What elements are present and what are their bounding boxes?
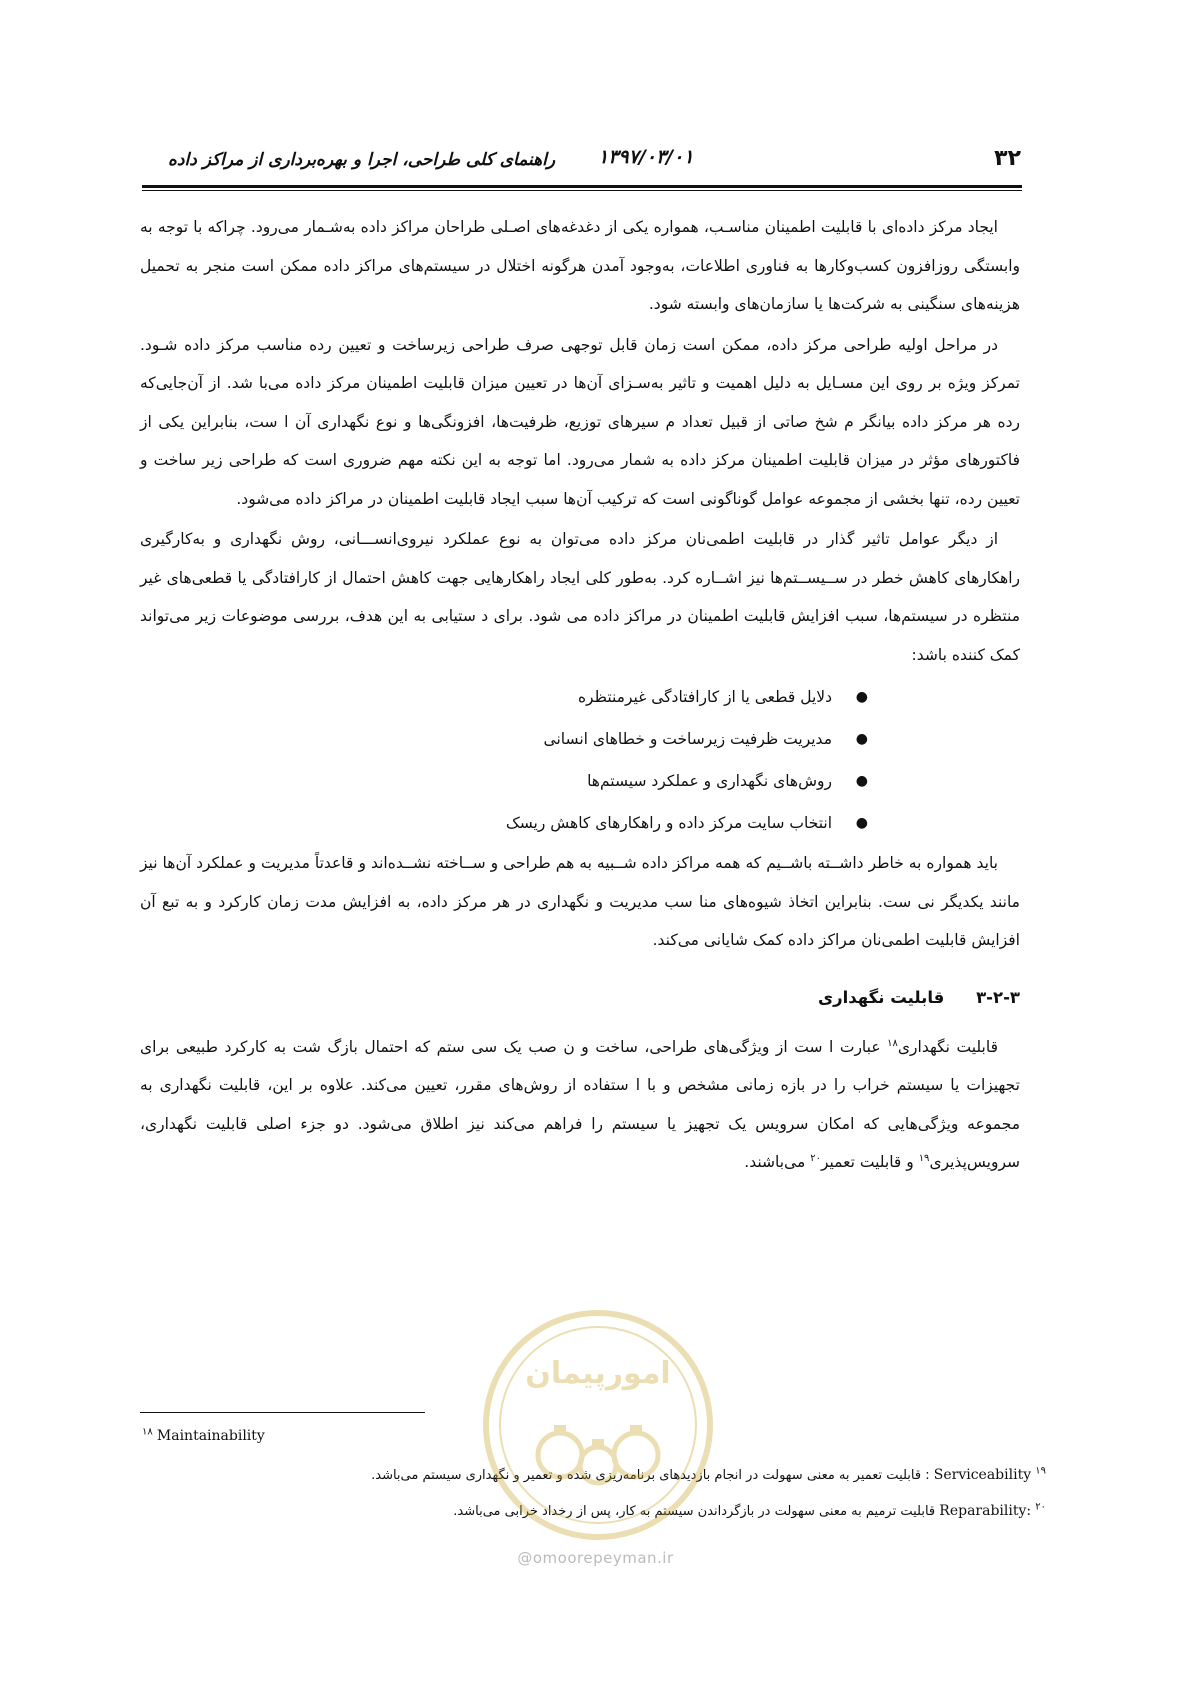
footnote-mark: ۱۹ (1035, 1465, 1046, 1477)
page-header (168, 140, 1021, 176)
footnote-ref-20[interactable]: ۲۰ (810, 1152, 821, 1164)
footnote-term: Serviceability (933, 1467, 1032, 1483)
watermark-logo-text: امورپیمان (525, 1356, 671, 1391)
bullet-text: دلایل قطعی یا از کارافتادگی غیرمنتظره (577, 688, 832, 706)
list-item (140, 676, 1020, 718)
watermark-site: @omoorepeyman.ir (517, 1549, 674, 1567)
header-rule (142, 185, 1022, 188)
footnote-rule (140, 1412, 425, 1413)
bullet-dot: ● (855, 689, 868, 705)
bullet-list (140, 676, 1020, 844)
bullet-dot: ● (855, 773, 868, 789)
header-date: ۱۳۹۷/۰۳/۰۱ (598, 146, 694, 168)
footnote-ref-19[interactable]: ۱۹ (918, 1152, 930, 1164)
paragraph-5-part-d: می‌باشند. (744, 1153, 811, 1171)
paragraph-5-part-a: قابلیت نگهداری (897, 1037, 998, 1056)
paragraph-5-part-b: عبارت ا ست از ویژگی‌های طراحی، ساخت و ن صب یک سی ستم که احتمال بازگ شت به کارکرد طبیعی برای تجهیزات یا سیستم خراب را در بازه زمانی مشخص و با ا ستفاده از روش‌های مقرر، تعیین می‌کند. علاوه بر این، قابلیت نگهداری به مجموعه ویژگی‌هایی که امکان سرویس یک تجهیز یا سیستم را فراهم می‌کند نیز اطلاق می‌شود. دو جزء اصلی قابلیت نگهداری، سرویس‌پذیری (140, 1037, 1020, 1171)
list-item (140, 718, 1020, 760)
body-text (140, 208, 1020, 1184)
list-item (140, 802, 1020, 844)
footnote-18 (142, 1428, 265, 1444)
footnote-term: Reparability: (939, 1503, 1032, 1519)
bullet-text: روش‌های نگهداری و عملکرد سیستم‌ها (587, 772, 832, 790)
bullet-text: مدیریت ظرفیت زیرساخت و خطاهای انسانی (543, 730, 832, 748)
footnote-mark: ۲۰ (1035, 1501, 1046, 1513)
footnote-mark: ۱۸ (142, 1426, 153, 1438)
paragraph-5 (140, 1028, 1020, 1182)
bullet-text: انتخاب سایت مرکز داده و راهکارهای کاهش ریسک (505, 814, 832, 832)
paragraph-4: باید همواره به خاطر داشــته باشــیم که همه مراکز داده شــبیه به هم طراحی و ســاخته نشــده‌اند و قاعدتاً مدیریت و عملکرد آن‌ها نیز مانند یکدیگر نی ست. بنابراین اتخاذ شیوه‌های منا سب مدیریت و نگهداری در هر مرکز داده، به افزایش مدت زمان کارکرد و به تبع آن افزایش قابلیت اطمی‌نان مراکز داده کمک شایانی می‌کند. (140, 854, 1020, 949)
section-heading (140, 978, 1020, 1018)
paragraph-2: در مراحل اولیه طراحی مرکز داده، ممکن است زمان قابل توجهی صرف طراحی زیرساخت و تعیین رده مناسب مرکز داده شـود. تمرکز ویژه بر روی این مسـایل به دلیل اهمیت و تاثیر به‌سـزای آن‌ها در تعیین میزان قابلیت اطمینان مرکز داده می‌با شد. از آن‌جایی‌که رده هر مرکز داده بیانگر م شخ صاتی از قبیل تعداد م سیرهای توزیع، ظرفیت‌ها، افزونگی‌ها و نوع نگهداری آن ا ست، بنابراین یکی از فاکتورهای مؤثر در میزان قابلیت اطمینان مرکز داده به شمار می‌رود. اما توجه به این نکته مهم ضروری است که طراحی زیر ساخت و تعیین رده، تنها بخشی از مجموعه عوامل گوناگونی است که ترکیب آن‌ها سبب ایجاد قابلیت اطمینان در مراکز داده می‌شود. (140, 335, 1020, 508)
footnote-19 (371, 1467, 1046, 1483)
footnote-text: : قابلیت تعمیر به معنی سهولت در انجام بازدیدهای برنامه‌ریزی شده و تعمیر و نگهداری سیستم می‌باشد. (371, 1468, 930, 1483)
paragraph-1: ایجاد مرکز داده‌ای با قابلیت اطمینان مناسـب، همواره یکی از دغدغه‌های اصـلی طراحان مراکز داده به‌شـمار می‌رود. چراکه با توجه به وابستگی روزافزون کسب‌وکارها به فناوری اطلاعات، به‌وجود آمدن هرگونه اختلال در سیستم‌های مراکز داده ممکن است منجر به تحمیل هزینه‌های سنگینی به شرکت‌ها یا سازمان‌های وابسته شود. (140, 218, 1020, 313)
bullet-dot: ● (855, 815, 868, 831)
paragraph-3: از دیگر عوامل تاثیر گذار در قابلیت اطمی‌نان مرکز داده می‌توان به نوع عملکرد نیروی‌انســـانی، روش نگهداری و به‌کارگیری راهکارهای کاهش خطر در ســیســتم‌ها نیز اشــاره کرد. به‌طور کلی ایجاد راهکارهایی جهت کاهش احتمال از کارافتادگی یا قطعی‌های غیر منتظره در سیستم‌ها، سبب افزایش قابلیت اطمینان در مراکز داده می شود. برای د ستیابی به این هدف، بررسی موضوعات زیر می‌تواند کمک کننده باشد: (140, 530, 1020, 664)
section-number: ۳-۲-۳ (976, 987, 1020, 1007)
header-rule-thin (142, 190, 1022, 191)
footnote-ref-18[interactable]: ۱۸ (887, 1037, 898, 1049)
section-title: قابلیت نگهداری (817, 987, 945, 1007)
list-item (140, 760, 1020, 802)
footnote-20 (453, 1503, 1046, 1519)
bullet-dot: ● (855, 731, 868, 747)
header-title: راهنمای کلی طراحی، اجرا و بهره‌برداری از مراکز داده (168, 150, 556, 170)
page-number: ۳۲ (994, 146, 1021, 171)
paragraph-5-part-c: و قابلیت تعمیر (820, 1153, 919, 1171)
footnote-term: Maintainability (156, 1428, 265, 1444)
footnote-text: قابلیت ترمیم به معنی سهولت در بازگرداندن سیستم به کار، پس از رخداد خرابی می‌باشد. (453, 1504, 936, 1519)
